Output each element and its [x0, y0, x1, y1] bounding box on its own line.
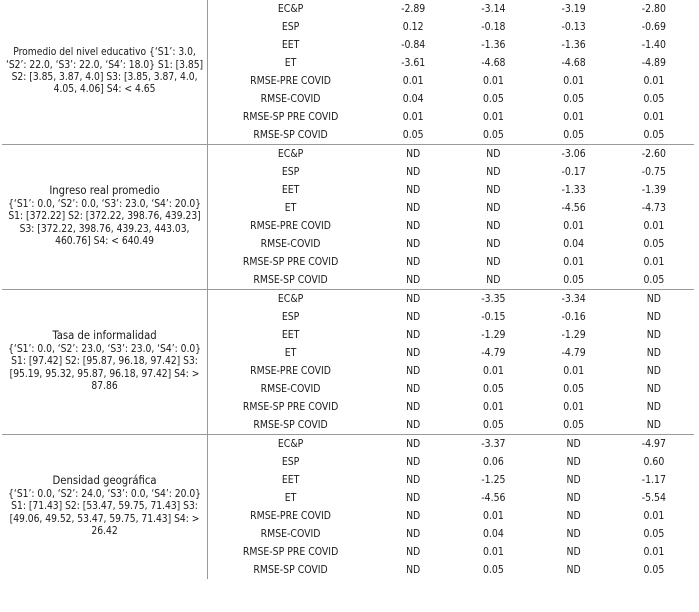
metric-cell: EET: [281, 184, 300, 196]
metric-cell: RMSE-COVID: [260, 93, 321, 105]
group-title: Promedio del nivel educativo {‘S1’: 3.0, ‘S2’: 22.0, ‘S3’: 22.0, ‘S4’: 18.0} S1: [3.85] S2: [3.85, 3.87, 4.0] S3: [3.85, 3.87, 4.0, 4.05, 4.06] S4: < 4.65: [5, 47, 204, 96]
metric-cell: EET: [281, 474, 300, 486]
metric-cell: EC&P: [277, 3, 304, 15]
value-cell: -0.17: [561, 166, 586, 178]
value-cell: 0.01: [482, 111, 504, 123]
table-row: [2, 435, 694, 454]
value-cell: 0.01: [563, 111, 585, 123]
value-cell: 0.12: [402, 21, 424, 33]
value-cell: 0.05: [643, 238, 665, 250]
value-cell: -4.56: [561, 202, 586, 214]
value-cell: 0.06: [482, 456, 504, 468]
table-row: [2, 145, 694, 164]
value-cell: ND: [406, 256, 421, 268]
value-cell: 0.05: [563, 419, 585, 431]
value-cell: 0.04: [563, 238, 585, 250]
value-cell: 0.05: [563, 129, 585, 141]
value-cell: -2.60: [614, 145, 694, 164]
value-cell: -0.69: [641, 21, 666, 33]
group-detail: {‘S1’: 0.0, ‘S2’: 23.0, ‘S3’: 23.0, ‘S4’: 0.0} S1: [97.42] S2: [95.87, 96.18, 97.42] S3: [95.19, 95.32, 95.87, 96.18, 97.42] S4: > 87.86: [8, 343, 202, 393]
value-cell: 0.60: [643, 456, 665, 468]
value-cell: ND: [646, 401, 661, 413]
value-cell: ND: [406, 456, 421, 468]
metric-cell: EET: [281, 329, 300, 341]
value-cell: ND: [486, 202, 501, 214]
value-cell: 0.01: [482, 401, 504, 413]
value-cell: ND: [406, 510, 421, 522]
value-cell: -1.39: [641, 184, 666, 196]
results-table-body: [2, 0, 694, 579]
value-cell: -3.37: [453, 435, 533, 454]
metric-cell: RMSE-COVID: [260, 238, 321, 250]
group-detail: {‘S1’: 0.0, ‘S2’: 24.0, ‘S3’: 0.0, ‘S4’: 20.0} S1: [71.43] S2: [53.47, 59.75, 71.43] S3: [49.06, 49.52, 53.47, 59.75, 71.43] S4: > 26.42: [8, 488, 202, 538]
value-cell: ND: [566, 510, 581, 522]
value-cell: -4.68: [561, 57, 586, 69]
value-cell: -0.84: [401, 39, 426, 51]
value-cell: 0.01: [402, 75, 424, 87]
value-cell: -0.75: [641, 166, 666, 178]
value-cell: ND: [406, 329, 421, 341]
value-cell: ND: [406, 474, 421, 486]
metric-cell: EET: [281, 39, 300, 51]
value-cell: 0.05: [563, 274, 585, 286]
value-cell: -1.17: [641, 474, 666, 486]
value-cell: ND: [406, 401, 421, 413]
value-cell: -2.80: [641, 3, 666, 15]
metric-cell: RMSE-SP COVID: [253, 274, 328, 286]
value-cell: -0.16: [561, 311, 586, 323]
group-label-cell: [2, 145, 208, 290]
metric-cell: RMSE-SP PRE COVID: [242, 401, 339, 413]
metric-cell: ET: [284, 202, 297, 214]
value-cell: 0.05: [643, 564, 665, 576]
value-cell: -3.35: [453, 290, 533, 309]
value-cell: 0.05: [482, 93, 504, 105]
value-cell: -3.61: [401, 57, 426, 69]
value-cell: 0.01: [643, 75, 665, 87]
value-cell: ND: [486, 220, 501, 232]
value-cell: -3.34: [534, 290, 614, 309]
metric-cell: ET: [284, 347, 297, 359]
metric-cell: RMSE-SP COVID: [253, 419, 328, 431]
value-cell: 0.05: [563, 93, 585, 105]
value-cell: -3.06: [534, 145, 614, 164]
value-cell: 0.01: [563, 401, 585, 413]
value-cell: -4.79: [481, 347, 506, 359]
value-cell: -1.36: [481, 39, 506, 51]
group-label-cell: [2, 435, 208, 580]
metric-cell: RMSE-PRE COVID: [250, 510, 331, 522]
metric-cell: RMSE-COVID: [260, 383, 321, 395]
value-cell: -4.89: [641, 57, 666, 69]
metric-cell: ESP: [281, 166, 300, 178]
metric-cell: ESP: [281, 21, 300, 33]
metric-cell: RMSE-SP PRE COVID: [242, 256, 339, 268]
value-cell: 0.01: [482, 546, 504, 558]
metric-cell: RMSE-SP COVID: [253, 564, 328, 576]
value-cell: ND: [406, 528, 421, 540]
value-cell: 0.01: [563, 256, 585, 268]
metric-cell: EC&P: [208, 435, 373, 454]
value-cell: ND: [406, 546, 421, 558]
value-cell: -5.54: [641, 492, 666, 504]
group-label-cell: [2, 0, 208, 145]
value-cell: 0.05: [643, 129, 665, 141]
value-cell: -4.56: [481, 492, 506, 504]
value-cell: 0.01: [402, 111, 424, 123]
value-cell: ND: [453, 145, 533, 164]
value-cell: ND: [486, 184, 501, 196]
value-cell: -1.40: [641, 39, 666, 51]
value-cell: ND: [646, 311, 661, 323]
value-cell: -4.73: [641, 202, 666, 214]
value-cell: -0.15: [481, 311, 506, 323]
value-cell: ND: [406, 274, 421, 286]
value-cell: 0.05: [482, 383, 504, 395]
value-cell: ND: [646, 347, 661, 359]
value-cell: 0.01: [482, 365, 504, 377]
metric-cell: RMSE-SP PRE COVID: [242, 111, 339, 123]
value-cell: -1.33: [561, 184, 586, 196]
value-cell: ND: [534, 435, 614, 454]
value-cell: ND: [486, 238, 501, 250]
group-title: Tasa de informalidad: [52, 329, 157, 343]
value-cell: 0.01: [563, 365, 585, 377]
group-detail: {‘S1’: 0.0, ‘S2’: 0.0, ‘S3’: 23.0, ‘S4’: 20.0} S1: [372.22] S2: [372.22, 398.76, 439.23] S3: [372.22, 398.76, 439.23, 443.03, 460.76] S4: < 640.49: [8, 198, 202, 248]
value-cell: -0.18: [481, 21, 506, 33]
value-cell: 0.01: [643, 220, 665, 232]
value-cell: ND: [566, 528, 581, 540]
value-cell: ND: [406, 220, 421, 232]
value-cell: -2.89: [401, 3, 426, 15]
group-label-cell: [2, 290, 208, 435]
metric-cell: ET: [284, 57, 297, 69]
value-cell: 0.01: [643, 510, 665, 522]
value-cell: ND: [566, 564, 581, 576]
group-title: Densidad geográfica: [52, 474, 157, 488]
value-cell: -4.68: [481, 57, 506, 69]
value-cell: 0.01: [563, 75, 585, 87]
value-cell: ND: [566, 546, 581, 558]
value-cell: -1.25: [481, 474, 506, 486]
value-cell: -0.13: [561, 21, 586, 33]
value-cell: -3.14: [481, 3, 506, 15]
value-cell: ND: [614, 290, 694, 309]
metric-cell: ESP: [281, 456, 300, 468]
value-cell: 0.05: [643, 93, 665, 105]
metric-cell: RMSE-PRE COVID: [250, 75, 331, 87]
value-cell: ND: [566, 492, 581, 504]
value-cell: 0.05: [402, 129, 424, 141]
value-cell: ND: [406, 238, 421, 250]
metric-cell: RMSE-SP PRE COVID: [242, 546, 339, 558]
value-cell: ND: [406, 419, 421, 431]
value-cell: ND: [406, 365, 421, 377]
value-cell: ND: [373, 145, 453, 164]
value-cell: ND: [486, 166, 501, 178]
value-cell: -3.19: [561, 3, 586, 15]
value-cell: 0.01: [643, 546, 665, 558]
table-row: [2, 0, 694, 18]
value-cell: -4.79: [561, 347, 586, 359]
value-cell: ND: [646, 365, 661, 377]
value-cell: ND: [406, 564, 421, 576]
value-cell: 0.05: [643, 528, 665, 540]
value-cell: ND: [566, 474, 581, 486]
value-cell: -4.97: [614, 435, 694, 454]
value-cell: 0.01: [482, 510, 504, 522]
value-cell: ND: [406, 311, 421, 323]
value-cell: 0.01: [482, 75, 504, 87]
value-cell: ND: [406, 492, 421, 504]
value-cell: ND: [646, 329, 661, 341]
value-cell: 0.01: [643, 256, 665, 268]
value-cell: 0.05: [563, 383, 585, 395]
value-cell: ND: [406, 347, 421, 359]
metric-cell: RMSE-SP COVID: [253, 129, 328, 141]
group-title: Ingreso real promedio: [49, 184, 160, 198]
value-cell: 0.05: [643, 274, 665, 286]
value-cell: 0.01: [563, 220, 585, 232]
value-cell: -1.36: [561, 39, 586, 51]
metric-cell: RMSE-COVID: [260, 528, 321, 540]
metric-cell: ET: [284, 492, 297, 504]
value-cell: -1.29: [561, 329, 586, 341]
value-cell: ND: [486, 274, 501, 286]
value-cell: 0.04: [402, 93, 424, 105]
metric-cell: RMSE-PRE COVID: [250, 220, 331, 232]
value-cell: ND: [406, 202, 421, 214]
value-cell: ND: [566, 456, 581, 468]
value-cell: ND: [646, 419, 661, 431]
value-cell: 0.05: [482, 564, 504, 576]
metric-cell: EC&P: [208, 145, 373, 164]
table-row: [2, 290, 694, 309]
value-cell: ND: [373, 290, 453, 309]
value-cell: 0.05: [482, 419, 504, 431]
value-cell: -1.29: [481, 329, 506, 341]
value-cell: 0.05: [482, 129, 504, 141]
value-cell: ND: [406, 184, 421, 196]
metric-cell: EC&P: [208, 290, 373, 309]
value-cell: ND: [373, 435, 453, 454]
results-table: [2, 0, 694, 579]
value-cell: 0.01: [643, 111, 665, 123]
metric-cell: RMSE-PRE COVID: [250, 365, 331, 377]
value-cell: ND: [486, 256, 501, 268]
value-cell: ND: [406, 383, 421, 395]
metric-cell: ESP: [281, 311, 300, 323]
value-cell: 0.04: [482, 528, 504, 540]
value-cell: ND: [406, 166, 421, 178]
value-cell: ND: [646, 383, 661, 395]
